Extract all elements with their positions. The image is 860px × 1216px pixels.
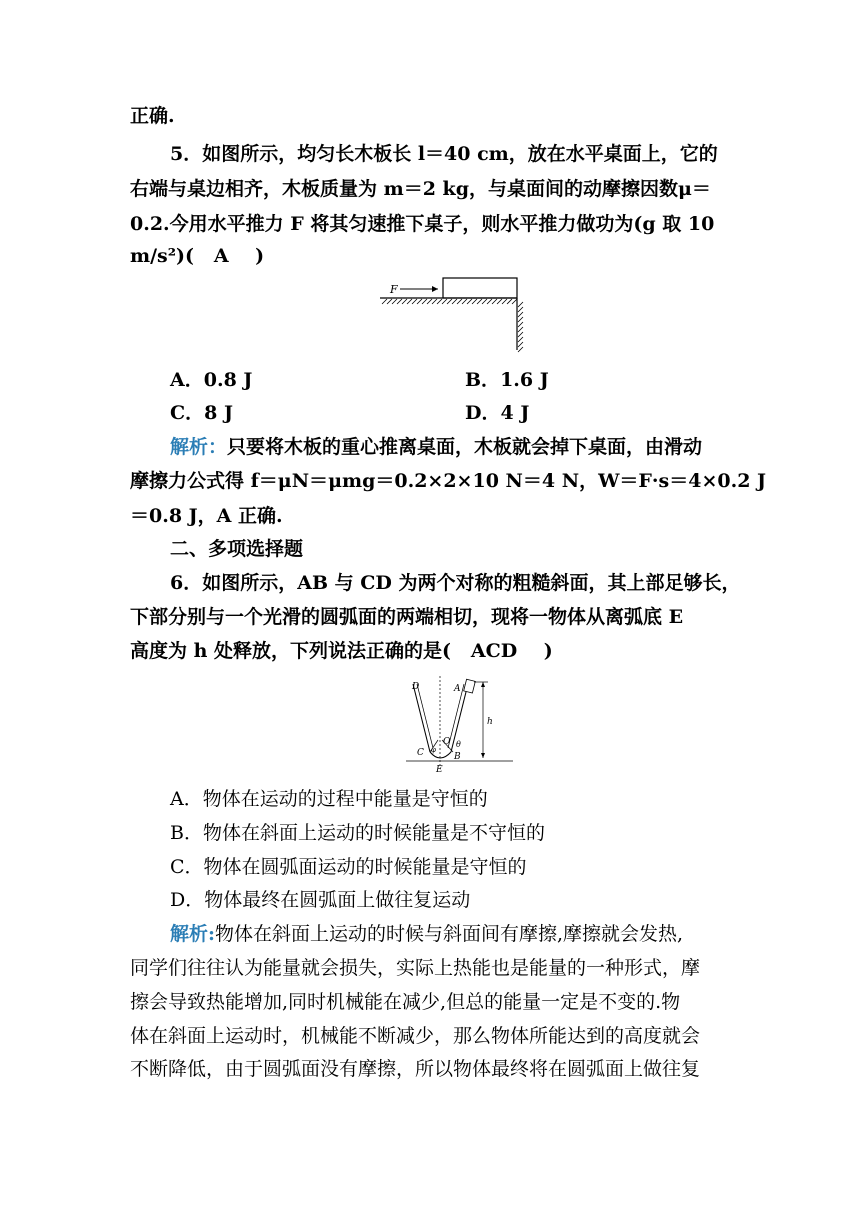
q5-analysis-label: 解析：: [170, 436, 228, 458]
q6-analysis-line-1: 解析:物体在斜面上运动的时候与斜面间有摩擦,摩擦就会发热,: [170, 923, 684, 945]
hatch-mark: [397, 299, 402, 304]
hatch-mark: [518, 342, 523, 347]
q6-figure-label-D: D: [412, 682, 420, 692]
hatch-mark: [422, 299, 427, 304]
q5-figure-arrowhead: [432, 286, 438, 292]
hatch-mark: [437, 299, 442, 304]
q6-figure-label-A: A: [454, 684, 461, 694]
q6-figure-label-O: O: [443, 737, 451, 747]
hatch-mark: [407, 299, 412, 304]
q6-figure-label-E: E: [436, 765, 443, 775]
q6-stem-line-1: 6．如图所示，AB 与 CD 为两个对称的粗糙斜面，其上部足够长，: [170, 572, 741, 594]
hatch-mark: [412, 299, 417, 304]
q6-analysis-label: 解析:: [170, 923, 216, 945]
q5-stem-line-4: [130, 244, 730, 268]
q6-figure-block: [464, 679, 476, 693]
hatch-mark: [452, 299, 457, 304]
hatch-mark: [442, 299, 447, 304]
q6-analysis-line-5: 不断降低，由于圆弧面没有摩擦，所以物体最终将在圆弧面上做往复: [130, 1058, 701, 1080]
q6-figure-label-C: C: [417, 748, 424, 758]
hatch-mark: [507, 299, 512, 304]
hatch-mark: [518, 347, 523, 352]
q5-stem-line-2: 右端与桌边相齐，木板质量为 m＝2 kg，与桌面间的动摩擦因数μ＝: [130, 178, 711, 200]
hatch-mark: [518, 337, 523, 342]
hatch-mark: [518, 302, 523, 307]
q6-analysis-line-3: 擦会导致热能增加,同时机械能在减少,但总的能量一定是不变的.物: [130, 991, 681, 1013]
hatch-mark: [492, 299, 497, 304]
q6-figure-incline-cd-outer: [413, 684, 430, 752]
previous-answer-tail: 正确.: [130, 105, 175, 127]
q5-stem-line-3: 0.2.今用水平推力 F 将其匀速推下桌子，则水平推力做功为(g 取 10: [130, 213, 715, 235]
hatch-mark: [518, 332, 523, 337]
q6-option-a[interactable]: A．物体在运动的过程中能量是守恒的: [170, 788, 488, 810]
q5-analysis-line-1: 解析：只要将木板的重心推离桌面，木板就会掉下桌面，由滑动: [170, 436, 703, 458]
q6-option-d[interactable]: D．物体最终在圆弧面上做往复运动: [170, 889, 471, 911]
hatch-mark: [472, 299, 477, 304]
hatch-mark: [518, 307, 523, 312]
q5-option-b[interactable]: B．1.6 J: [465, 369, 549, 391]
q6-figure-label-theta: θ: [456, 740, 461, 749]
q6-answer: ACD: [470, 640, 518, 662]
hatch-mark: [392, 299, 397, 304]
q5-stem-prefix: m/s²)(: [130, 245, 195, 267]
q5-analysis-line-2: 摩擦力公式得 f＝μN＝μmg＝0.2×2×10 N＝4 N，W＝F·s＝4×0.2 J: [130, 470, 767, 492]
q6-option-b[interactable]: B．物体在斜面上运动的时候能量是不守恒的: [170, 822, 545, 844]
q5-answer: A: [213, 245, 229, 267]
q6-figure-label-phi: φ: [431, 746, 436, 754]
q5-option-a[interactable]: A．0.8 J: [170, 369, 253, 391]
hatch-mark: [382, 299, 387, 304]
hatch-mark: [518, 327, 523, 332]
q6-analysis-line-4: 体在斜面上运动时，机械能不断减少，那么物体所能达到的高度就会: [130, 1025, 701, 1047]
q5-figure-board-on-table: [370, 272, 530, 354]
hatch-mark: [482, 299, 487, 304]
hatch-mark: [402, 299, 407, 304]
q6-stem-prefix: 高度为 h 处释放，下列说法正确的是(: [130, 640, 452, 662]
hatch-mark: [467, 299, 472, 304]
hatch-mark: [427, 299, 432, 304]
hatch-mark: [457, 299, 462, 304]
q6-figure-label-h: h: [487, 717, 493, 727]
q6-figure-incline-cd-inner: [417, 684, 433, 748]
q5-option-d[interactable]: D．4 J: [465, 402, 530, 424]
hatch-mark: [487, 299, 492, 304]
hatch-mark: [477, 299, 482, 304]
hatch-mark: [447, 299, 452, 304]
q6-stem-suffix: ): [543, 640, 553, 662]
q5-stem-line-1: 5．如图所示，均匀长木板长 l＝40 cm，放在水平桌面上，它的: [170, 143, 718, 165]
q5-analysis-line-3: ＝0.8 J，A 正确.: [130, 505, 283, 527]
hatch-mark: [497, 299, 502, 304]
q6-figure-label-B: B: [454, 752, 461, 762]
q5-figure-table-hatching: [382, 299, 523, 352]
q6-stem-line-3: [130, 639, 730, 663]
hatch-mark: [502, 299, 507, 304]
hatch-mark: [518, 312, 523, 317]
hatch-mark: [518, 317, 523, 322]
q5-figure-label-F: F: [390, 283, 398, 296]
q5-option-c[interactable]: C．8 J: [170, 402, 233, 424]
hatch-mark: [462, 299, 467, 304]
hatch-mark: [432, 299, 437, 304]
hatch-mark: [417, 299, 422, 304]
hatch-mark: [518, 322, 523, 327]
hatch-mark: [512, 299, 517, 304]
section-title: 二、多项选择题: [170, 538, 304, 560]
q6-figure-inclines-and-arc: [398, 672, 520, 776]
q5-stem-suffix: ): [255, 245, 265, 267]
q6-option-c[interactable]: C．物体在圆弧面运动的时候能量是守恒的: [170, 856, 527, 878]
q6-stem-line-2: 下部分别与一个光滑的圆弧面的两端相切，现将一物体从离弧底 E: [130, 606, 684, 628]
q6-analysis-line-2: 同学们往往认为能量就会损失，实际上热能也是能量的一种形式，摩: [130, 957, 701, 979]
q5-figure-board: [443, 278, 517, 298]
hatch-mark: [387, 299, 392, 304]
